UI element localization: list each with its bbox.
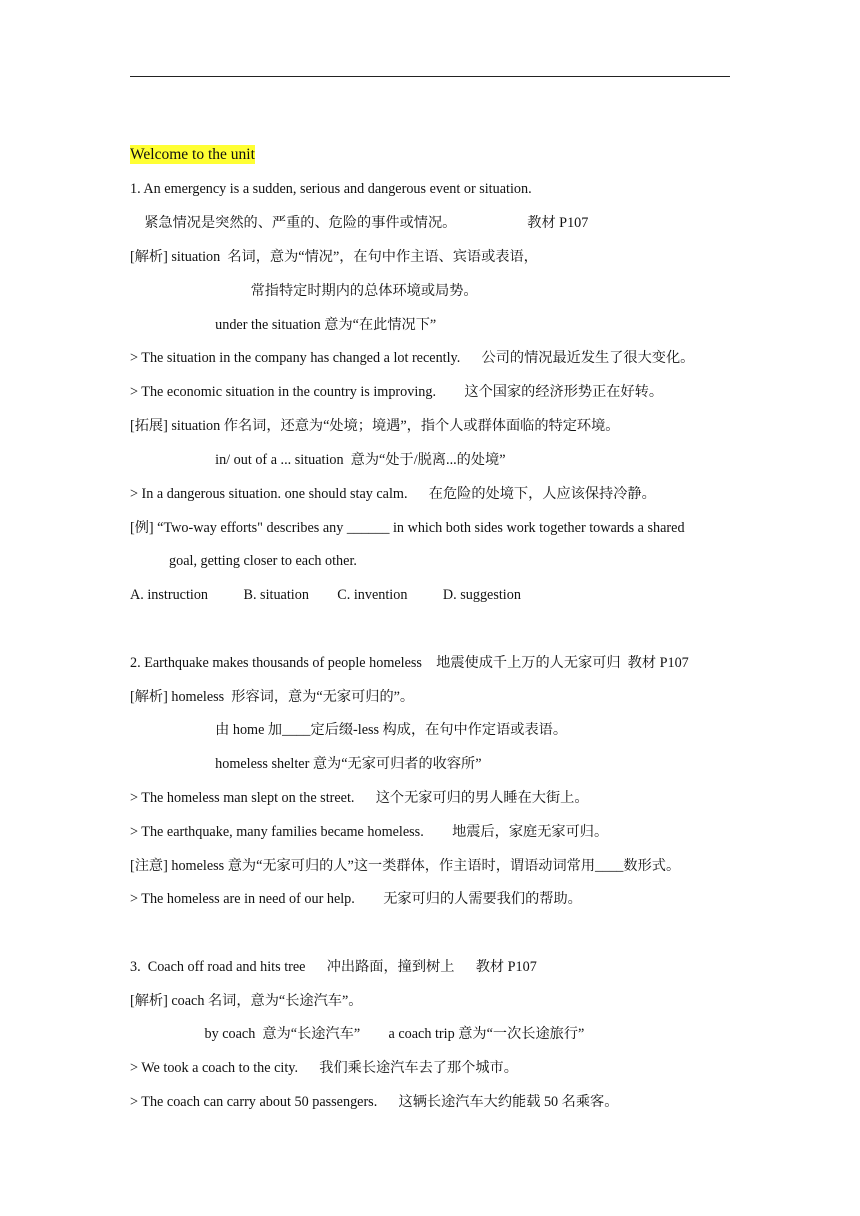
text-line: homeless shelter 意为“无家可归者的收容所” <box>130 756 482 772</box>
text-line: [解析] homeless 形容词，意为“无家可归的”。 <box>130 689 415 705</box>
text-line: 常指特定时期内的总体环境或局势。 <box>130 283 478 299</box>
header-rule <box>130 76 730 77</box>
text-line: goal, getting closer to each other. <box>130 553 357 569</box>
text-line: [解析] situation 名词，意为“情况”，在句中作主语、宾语或表语， <box>130 249 538 265</box>
text-line: [注意] homeless 意为“无家可归的人”这一类群体，作主语时，谓语动词常用____数形式。 <box>130 858 681 874</box>
text-line: > The coach can carry about 50 passengers. 这辆长途汽车大约能载 50 名乘客。 <box>130 1094 619 1110</box>
section-heading: Welcome to the unit <box>130 146 255 163</box>
text-line: 1. An emergency is a sudden, serious and dangerous event or situation. <box>130 181 532 197</box>
text-line: > The homeless are in need of our help. 无家可归的人需要我们的帮助。 <box>130 891 582 907</box>
text-line: A. instruction B. situation C. invention D. suggestion <box>130 587 521 603</box>
text-line: [例] “Two-way efforts" describes any ______ in which both sides work together towards a shared <box>130 520 685 536</box>
text-line: 3. Coach off road and hits tree 冲出路面，撞到树上 教材 P107 <box>130 959 537 975</box>
text-line: > The situation in the company has changed a lot recently. 公司的情况最近发生了很大变化。 <box>130 350 695 366</box>
text-line: > The homeless man slept on the street. 这个无家可归的男人睡在大街上。 <box>130 790 589 806</box>
text-line: [拓展] situation 作名词，还意为“处境；境遇”，指个人或群体面临的特定环境。 <box>130 418 620 434</box>
text-line: > The earthquake, many families became homeless. 地震后，家庭无家可归。 <box>130 824 609 840</box>
text-line: under the situation 意为“在此情况下” <box>130 317 437 333</box>
text-line: > We took a coach to the city. 我们乘长途汽车去了那个城市。 <box>130 1060 518 1076</box>
text-line: by coach 意为“长途汽车” a coach trip 意为“一次长途旅行” <box>130 1026 585 1042</box>
text-line: 2. Earthquake makes thousands of people homeless 地震使成千上万的人无家可归 教材 P107 <box>130 655 689 671</box>
text-line: > The economic situation in the country is improving. 这个国家的经济形势正在好转。 <box>130 384 664 400</box>
text-line: > In a dangerous situation. one should stay calm. 在危险的处境下，人应该保持冷静。 <box>130 486 656 502</box>
text-line: [解析] coach 名词，意为“长途汽车”。 <box>130 993 363 1009</box>
text-line: 由 home 加____定后缀-less 构成，在句中作定语或表语。 <box>130 722 568 738</box>
text-line: 紧急情况是突然的、严重的、危险的事件或情况。 教材 P107 <box>130 215 589 231</box>
text-line: in/ out of a ... situation 意为“处于/脱离...的处境” <box>130 452 506 468</box>
